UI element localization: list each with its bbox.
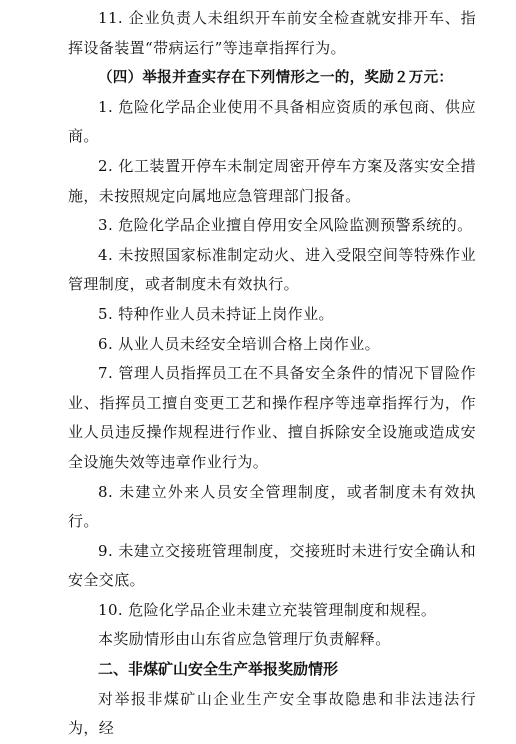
item-11: 11. 企业负责人未组织开车前安全检查就安排开车、指挥设备装置“带病运行”等违章指挥行为。 <box>68 9 476 57</box>
section-2-heading: 二、非煤矿山安全生产举报奖励情形 <box>98 660 339 679</box>
item-9: 9. 未建立交接班管理制度，交接班时未进行安全确认和安全交底。 <box>68 541 476 590</box>
item-10: 10. 危险化学品企业未建立充装管理制度和规程。 <box>98 600 437 619</box>
item-5: 5. 特种作业人员未持证上岗作业。 <box>98 304 334 323</box>
item-1: 1. 危险化学品企业使用不具备相应资质的承包商、供应商。 <box>68 97 476 146</box>
item-3: 3. 危险化学品企业擅自停用安全风险监测预警系统的。 <box>98 216 473 235</box>
item-7: 7. 管理人员指挥员工在不具备安全条件的情况下冒险作业、指挥员工擅自变更工艺和操作程序等违章指挥行为，作业人员违反操作规程进行作业、擅自拆除安全设施或造成安全设施失效等违章作业行为。 <box>68 364 476 471</box>
item-6: 6. 从业人员未经安全培训合格上岗作业。 <box>98 334 381 353</box>
item-2: 2. 化工装置开停车未制定周密开停车方案及落实安全措施，未按照规定向属地应急管理部门报备。 <box>68 156 476 205</box>
closing-note: 本奖励情形由山东省应急管理厅负责解释。 <box>98 630 391 649</box>
section-2-first-line: 对举报非煤矿山企业生产安全事故隐患和非法违法行为，经 <box>68 689 476 738</box>
section-4-title: （四）举报并查实存在下列情形之一的，奖励２万元： <box>98 69 454 87</box>
item-4: 4. 未按照国家标准制定动火、进入受限空间等特殊作业管理制度，或者制度未有效执行。 <box>68 245 476 294</box>
item-8: 8. 未建立外来人员安全管理制度，或者制度未有效执行。 <box>68 482 476 531</box>
